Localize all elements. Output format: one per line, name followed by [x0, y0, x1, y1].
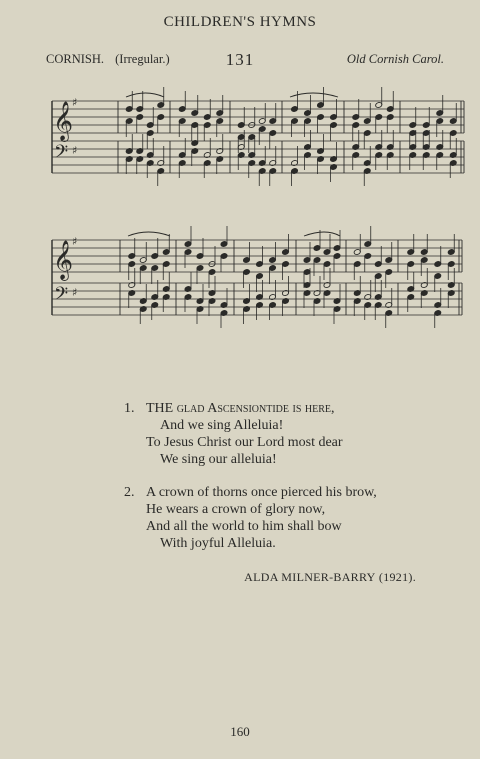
verse-line-text: THE glad Ascensiontide is here, [146, 401, 335, 416]
key-signature-sharp: ♯ [72, 235, 78, 248]
treble-clef: 𝄞 [53, 101, 74, 141]
verse-number: 2. [124, 485, 135, 500]
verse-line: He wears a crown of glory now, [146, 502, 326, 517]
hymn-number: 131 [225, 50, 255, 69]
music-score [0, 0, 480, 340]
page-number: 160 [230, 724, 250, 739]
meter: (Irregular.) [115, 52, 170, 66]
treble-clef: 𝄞 [53, 240, 74, 280]
verse-line: And all the world to him shall bow [146, 519, 342, 534]
slur [128, 232, 170, 236]
author-credit [244, 570, 416, 585]
author-year: (1921). [378, 570, 416, 584]
bass-clef: 𝄢 [54, 284, 69, 309]
tune-name: CORNISH. [46, 52, 104, 66]
verse-line: With joyful Alleluia. [160, 536, 276, 551]
key-signature-sharp: ♯ [72, 286, 78, 299]
verse-line [146, 400, 335, 419]
tune-source: Old Cornish Carol. [346, 52, 444, 66]
slur [126, 93, 164, 97]
slur [304, 232, 340, 236]
key-signature-sharp: ♯ [72, 96, 78, 109]
verse-line: A crown of thorns once pierced his brow, [146, 485, 377, 500]
verse-line: To Jesus Christ our Lord most dear [146, 435, 343, 450]
verse-line: And we sing Alleluia! [160, 418, 284, 433]
verse-number: 1. [124, 401, 135, 416]
author-name: ALDA MILNER-BARRY [244, 570, 376, 584]
bass-clef: 𝄢 [54, 142, 69, 167]
key-signature-sharp: ♯ [72, 144, 78, 157]
verse-line: We sing our alleluia! [160, 452, 277, 467]
running-title: CHILDREN'S HYMNS [163, 14, 317, 30]
